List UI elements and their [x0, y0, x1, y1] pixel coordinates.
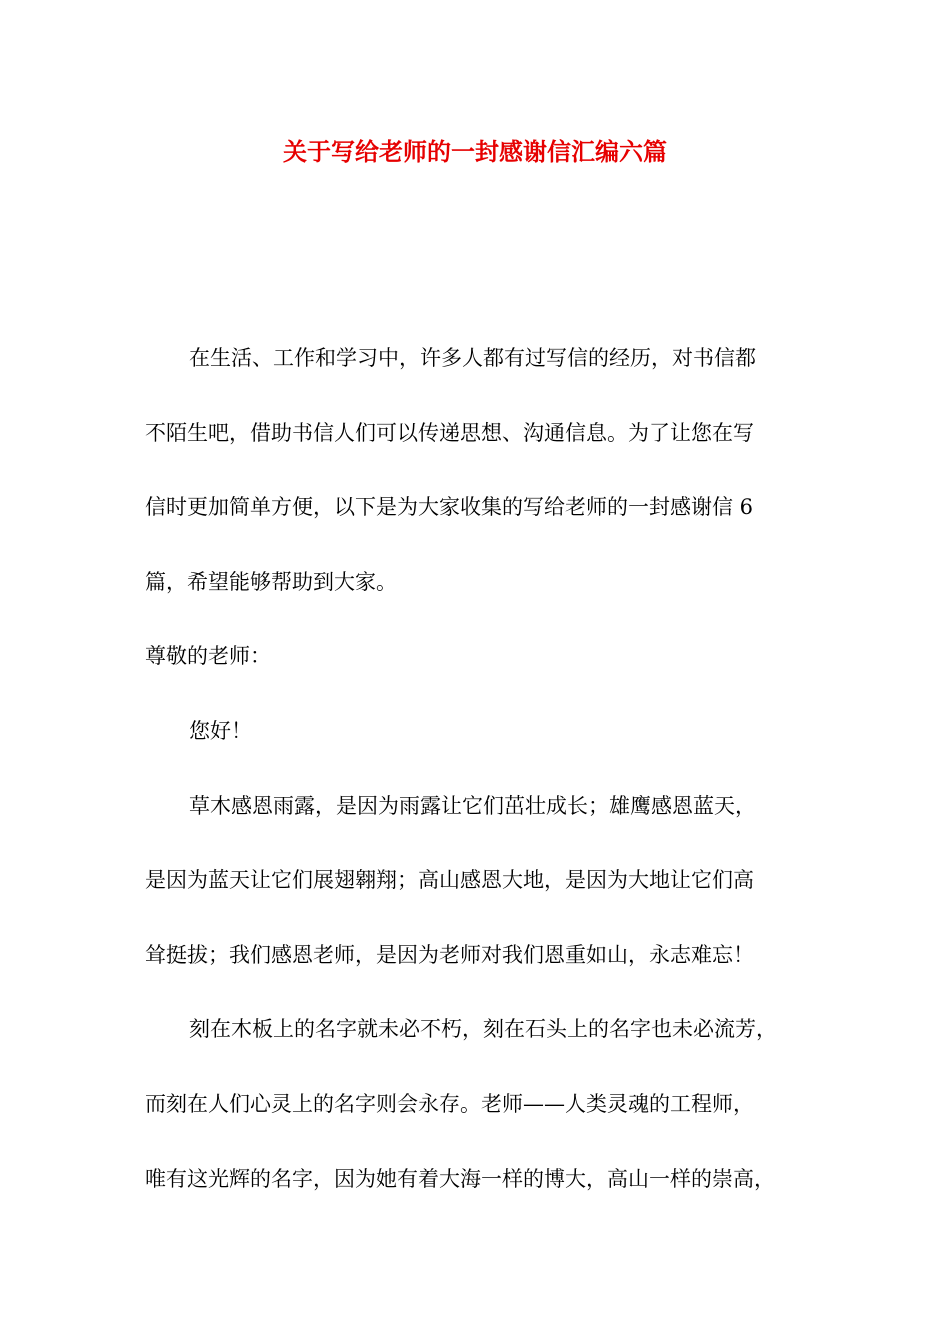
body-line: 篇，希望能够帮助到大家。 — [145, 569, 397, 594]
body-line: 耸挺拔；我们感恩老师，是因为老师对我们恩重如山，永志难忘！ — [145, 942, 754, 967]
body-line: 唯有这光辉的名字，因为她有着大海一样的博大，高山一样的崇高， — [145, 1166, 775, 1191]
document-body — [145, 321, 835, 1216]
body-line: 在生活、工作和学习中，许多人都有过写信的经历，对书信都 — [189, 346, 756, 370]
document-title: 关于写给老师的一封感谢信汇编六篇 — [283, 137, 667, 166]
greeting: 您好！ — [189, 718, 252, 743]
body-line: 刻在木板上的名字就未必不朽，刻在石头上的名字也未必流芳， — [189, 1017, 777, 1042]
salutation: 尊敬的老师： — [145, 644, 271, 669]
body-line: 而刻在人们心灵上的名字则会永存。老师——人类灵魂的工程师， — [145, 1091, 754, 1116]
body-line: 信时更加简单方便，以下是为大家收集的写给老师的一封感谢信 6 — [145, 495, 754, 520]
body-line: 草木感恩雨露，是因为雨露让它们茁壮成长；雄鹰感恩蓝天， — [189, 793, 756, 818]
body-line: 不陌生吧，借助书信人们可以传递思想、沟通信息。为了让您在写 — [145, 420, 754, 445]
body-line: 是因为蓝天让它们展翅翱翔；高山感恩大地，是因为大地让它们高 — [145, 868, 754, 893]
